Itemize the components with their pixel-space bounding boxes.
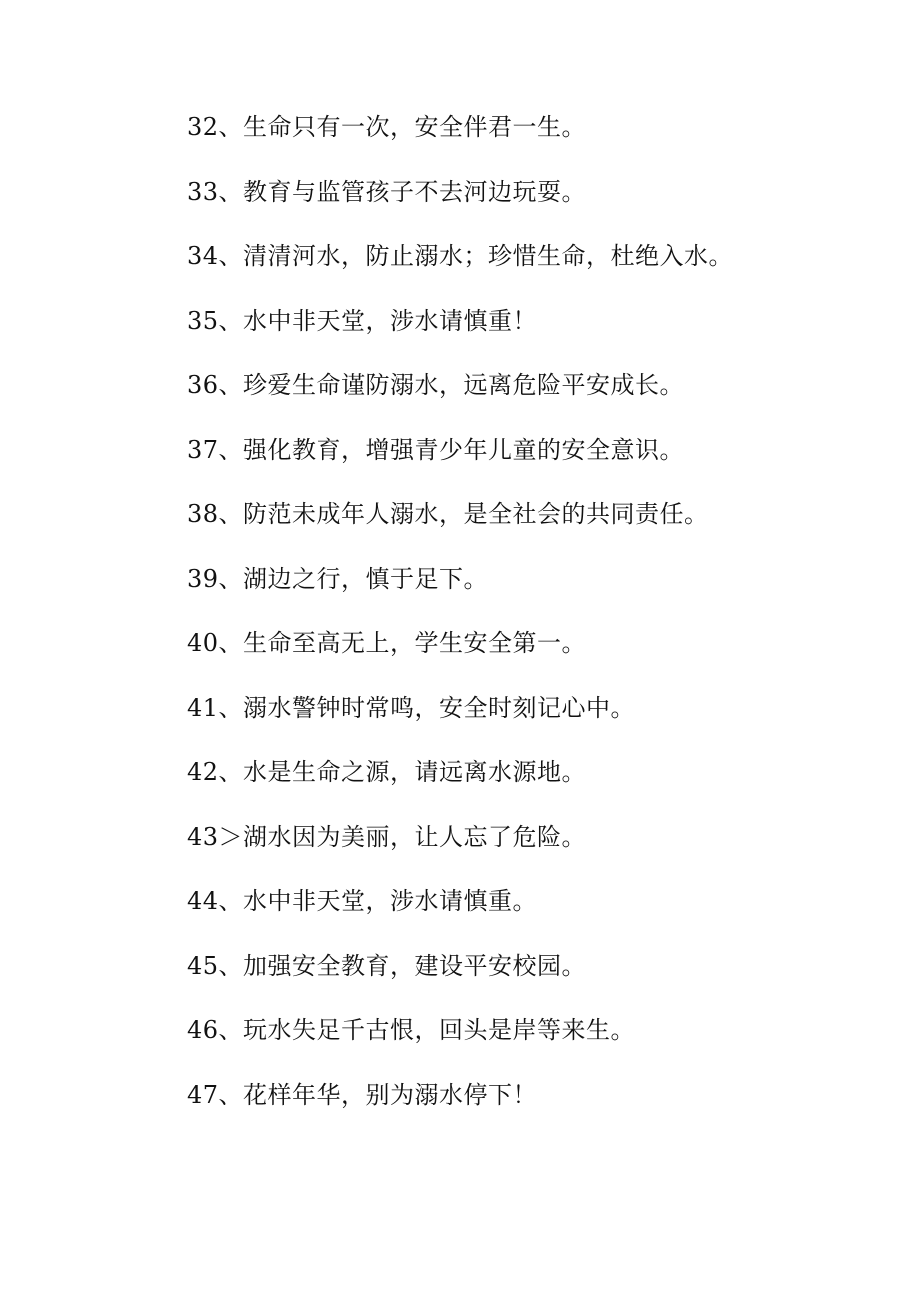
- slogan-line-34: 34、清清河水，防止溺水；珍惜生命，杜绝入水。: [187, 242, 734, 270]
- slogan-line-40: 40、生命至高无上，学生安全第一。: [187, 629, 587, 657]
- slogan-line-44: 44、水中非天堂，涉水请慎重。: [187, 887, 538, 915]
- slogan-line-47: 47、花样年华，别为溺水停下！: [187, 1080, 538, 1109]
- slogan-line-45: 45、加强安全教育，建设平安校园。: [187, 951, 587, 980]
- slogan-line-32: 32、生命只有一次，安全伴君一生。: [187, 113, 587, 141]
- slogan-line-33: 33、教育与监管孩子不去河边玩耍。: [187, 177, 587, 206]
- slogan-line-43: 43＞湖水因为美丽，让人忘了危险。: [187, 822, 587, 851]
- slogan-line-41: 41、溺水警钟时常鸣，安全时刻记心中。: [187, 693, 636, 722]
- slogan-line-37: 37、强化教育，增强青少年儿童的安全意识。: [187, 435, 685, 464]
- slogan-line-39: 39、湖边之行，慎于足下。: [187, 564, 489, 593]
- slogan-line-36: 36、珍爱生命谨防溺水，远离危险平安成长。: [187, 371, 685, 399]
- slogan-line-38: 38、防范未成年人溺水，是全社会的共同责任。: [187, 500, 709, 528]
- slogan-line-46: 46、玩水失足千古恨，回头是岸等来生。: [187, 1016, 636, 1044]
- slogan-line-42: 42、水是生命之源，请远离水源地。: [187, 758, 587, 786]
- slogan-line-35: 35、水中非天堂，涉水请慎重！: [187, 306, 538, 335]
- slogan-list: [187, 108, 887, 1140]
